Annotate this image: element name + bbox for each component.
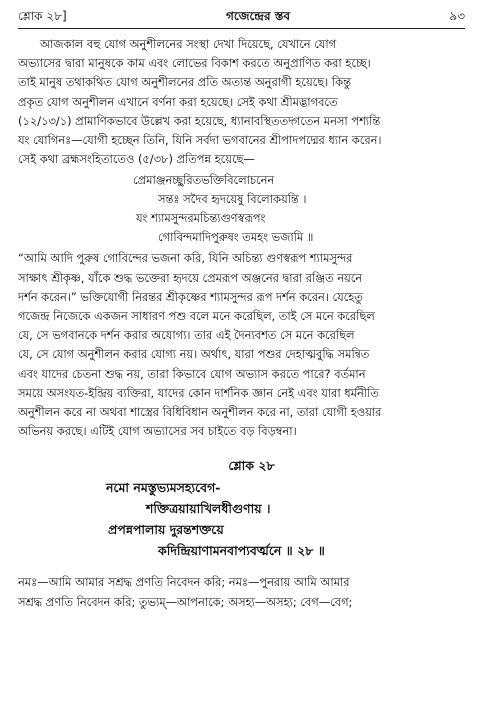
verse-line: যং শ্যামসুন্দরমচিন্ত্যগুণস্বরূপং [136, 211, 266, 226]
shloka-line: শক্তিত্রয়ায়াখিলধীগুণায় । [146, 501, 271, 517]
synonym-line: সশ্রদ্ধ প্রণতি নিবেদন করি; তুভ্যম্—আপনাকে; অসহ্য—অসহ্য; বেগ—বেগ; [18, 594, 353, 609]
text-line: দর্শন করেন।” ভক্তিযোগী নিরন্তর শ্রীকৃষ্ণের শ্যামসুন্দর রূপ দর্শন করেন। যেহেতু [18, 289, 363, 304]
purport-paragraph-2 [18, 249, 465, 441]
text-line: (১২/১৩/১) প্রামাণিকভাবে উল্লেখ করা হয়েছে, ধ্যানাবস্থিততদ্গতেন মনসা পশ্যন্তি [18, 113, 381, 128]
text-line: গজেন্দ্র নিজেকে একজন সাধারণ পশু বলে মনে করেছিল, তাই সে মনে করেছিল [18, 309, 375, 324]
text-line: “আমি আদি পুরুষ গোবিন্দের ভজনা করি, যিনি অচিন্ত্য গুণস্বরূপ শ্যামসুন্দর [18, 251, 353, 266]
text-line: অভিনয় করছে। এটিই যোগ অভ্যাসের সব চাইতে বড় বিড়ম্বনা। [18, 424, 297, 439]
text-line: আজকাল বহু যোগ অনুশীলনের সংস্থা দেখা দিয়েছে, যেখানে যোগ [40, 37, 337, 51]
quoted-verse [18, 171, 465, 247]
text-line: যং যোগিনঃ—যোগী হচ্ছেন তিনি, যিনি সর্বদা ভগবানের শ্রীপাদপদ্মের ধ্যান করেন। [18, 133, 382, 148]
verse-line: প্রেমাঞ্জনচ্ছুরিতভক্তিবিলোচনেন [133, 173, 275, 188]
text-line: প্রকৃত যোগ অনুশীলন এখানে বর্ণনা করা হয়েছে। সেই কথা শ্রীমদ্ভাগবতে [18, 94, 338, 109]
shloka-verse [18, 477, 465, 561]
text-line: অনুশীলন করে না অথবা শাস্ত্রের বিধিবিধান অনুশীলন করে না, তারা যোগী হওয়ার [18, 405, 382, 420]
shloka-line: কদিন্দ্রিয়াণামনবাপ্যবর্ত্মনে ॥ ২৮ ॥ [158, 543, 325, 559]
header-verse-ref: শ্লোক ২৮] [18, 9, 67, 23]
running-header [18, 8, 465, 26]
text-line: সময়ে অসংযত-ইন্দ্রিয় ব্যক্তিরা, যাদের কোন দার্শনিক জ্ঞান নেই এবং যারা ধর্মনীতি [18, 385, 379, 400]
shloka-line: প্রপন্নপালায় দুরন্তশক্তয়ে [108, 522, 224, 538]
shloka-heading: শ্লোক ২৮ [228, 458, 275, 474]
word-synonyms [18, 573, 465, 612]
verse-line: সন্তঃ সদৈব হৃদয়েষু বিলোকয়ন্তি । [158, 192, 307, 207]
text-line: এবং যাদের চেতনা শুদ্ধ নয়, তারা কিভাবে যোগ অভ্যাস করতে পারে? বর্তমান [18, 366, 366, 381]
synonym-line: নমঃ—আমি আমার সশ্রদ্ধ প্রণতি নিবেদন করি; নমঃ—পুনরায় আমি আমার [18, 575, 350, 590]
purport-paragraph-1 [18, 35, 465, 169]
text-line: যে, সে ভগবানকে দর্শন করার অযোগ্য। তার এই দৈন্যবশত সে মনে করেছিল [18, 328, 355, 343]
shloka-line: নমো নমস্তুভ্যমসহ্যবেগ- [106, 480, 221, 496]
text-line: তাই মানুষ তথাকথিত যোগ অনুশীলনের প্রতি অত্যন্ত অনুরাগী হয়েছে। কিন্তু [18, 75, 351, 90]
text-line: সাক্ষাৎ শ্রীকৃষ্ণ, যাঁকে শুদ্ধ ভক্তেরা হৃদয়ে প্রেমরূপ অঞ্জনের দ্বারা রঞ্জিত নয়নে [18, 270, 363, 285]
header-chapter-title: গজেন্দ্রের স্তব [226, 9, 291, 23]
header-page-number: ৯৩ [449, 9, 465, 23]
text-line: অভ্যাসের দ্বারা মানুষকে কাম এবং লোভের বিকাশ করতে অনুপ্রাণিত করা হচ্ছে। [18, 56, 371, 71]
text-line: সেই কথা ব্রহ্মসংহিতাতেও (৫/৩৮) প্রতিপন্ন হয়েছে— [18, 152, 255, 167]
header-rule [18, 28, 465, 29]
text-line: যে, সে যোগ অনুশীলন করার যোগ্য নয়। অর্থাৎ, যারা পশুর দেহাত্মবুদ্ধি সমন্বিত [18, 347, 370, 362]
verse-line: গোবিন্দমাদিপুরুষং তমহং ভজামি ॥ [158, 230, 314, 245]
